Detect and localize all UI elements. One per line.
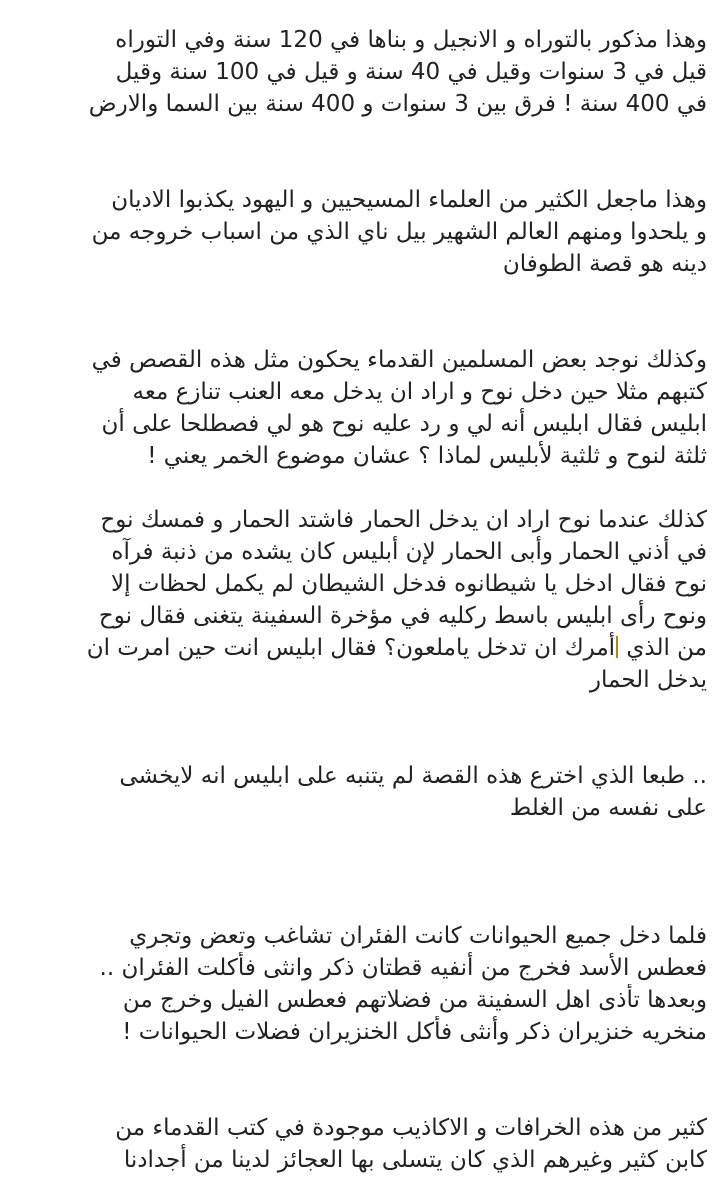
paragraph-7 (18, 1112, 707, 1176)
text-line: كثير من هذه الخرافات و الاكاذيب موجودة في كتب القدماء من (115, 1115, 707, 1141)
text-line: وهذا مذكور بالتوراه و الانجيل و بناها في 120 سنة وفي التوراه (115, 27, 707, 53)
paragraph-3 (18, 344, 707, 472)
paragraph-2 (18, 184, 707, 280)
paragraph-5 (18, 760, 707, 824)
text-line: فلما دخل جميع الحيوانات كانت الفئران تشاغب وتعض وتجري (129, 923, 707, 949)
text-line: و يلحدوا ومنهم العالم الشهير بيل ناي الذي من اسباب خروجه من (91, 219, 707, 245)
text-segment: من الذي (619, 635, 707, 661)
text-line: في أذني الحمار وأبى الحمار لإن أبليس كان يشده من ذنبة فرآه (111, 539, 707, 565)
text-cursor-icon (616, 636, 618, 658)
text-line: .. طبعا الذي اخترع هذه القصة لم يتنبه على ابليس انه لايخشى (119, 763, 707, 789)
text-line: فعطس الأسد فخرج من أنفيه قطتان ذكر وانثى فأكلت الفئران .. (99, 955, 707, 981)
text-line: دينه هو قصة الطوفان (502, 251, 707, 277)
text-line: ابليس فقال ابليس أنه لي و رد عليه نوح هو لي فصطلحا على أن (101, 411, 707, 437)
paragraph-4 (18, 504, 707, 696)
text-line: كتبهم مثلا حين دخل نوح و اراد ان يدخل معه العنب تنازع معه (132, 379, 707, 405)
text-line: كابن كثير وغيرهم الذي كان يتسلى بها العجائز لدينا من أجدادنا (123, 1147, 707, 1173)
text-line: ثلثة لنوح و ثلثية لأبليس لماذا ؟ عشان موضوع الخمر يعني ! (147, 443, 707, 469)
text-line: كذلك عندما نوح اراد ان يدخل الحمار فاشتد الحمار و فمسك نوح (100, 507, 707, 533)
text-segment: أمرك ان تدخل ياملعون؟ فقال ابليس انت حين امرت ان (86, 635, 616, 661)
text-line: وهذا ماجعل الكثير من العلماء المسيحيين و اليهود يكذبوا الاديان (111, 187, 707, 213)
paragraph-6 (18, 920, 707, 1048)
text-line: ونوح رأى ابليس باسط ركليه في مؤخرة السفينة يتغنى فقال نوح (98, 603, 707, 629)
text-line: في 400 سنة ! فرق بين 3 سنوات و 400 سنة بين السما والارض (88, 91, 707, 117)
text-line: وكذلك نوجد بعض المسلمين القدماء يحكون مثل هذه القصص في (91, 347, 707, 373)
paragraph-1 (18, 24, 707, 120)
text-line: منخريه خنزيران ذكر وأنثى فأكل الخنزيران فضلات الحيوانات ! (122, 1019, 707, 1045)
text-line: وبعدها تأذى اهل السفينة من فضلاتهم فعطس الفيل وخرج من (122, 987, 707, 1013)
text-line: على نفسه من الغلط (509, 795, 707, 821)
text-line-with-cursor[interactable] (18, 632, 707, 664)
text-line: يدخل الحمار (589, 667, 707, 693)
text-line: نوح فقال ادخل يا شيطانوه فدخل الشيطان لم يكمل لحظات إلا (110, 571, 707, 597)
text-line: قيل في 3 سنوات وقيل في 40 سنة و قيل في 100 سنة وقيل (115, 59, 707, 85)
